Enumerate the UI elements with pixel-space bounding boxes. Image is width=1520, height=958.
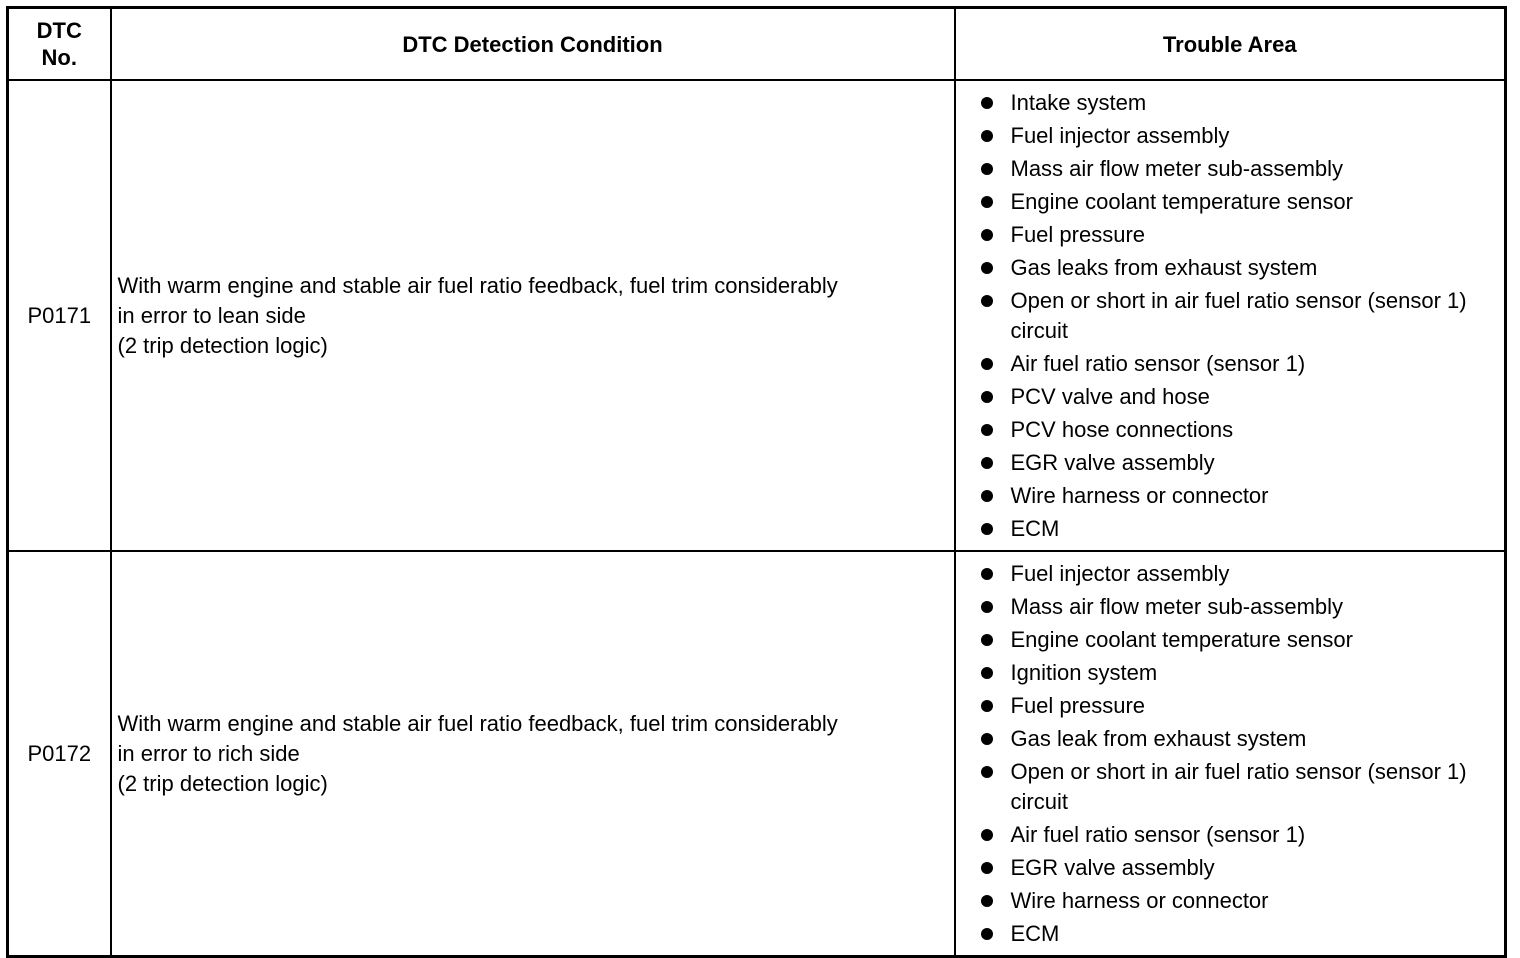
- list-item: [956, 852, 1501, 885]
- list-item: [956, 447, 1501, 480]
- list-item: [956, 219, 1501, 252]
- trouble-area-list: [956, 552, 1505, 955]
- list-item: [956, 591, 1501, 624]
- trouble-area-text: Engine coolant temperature sensor: [1010, 189, 1353, 214]
- bullet-icon: [981, 490, 993, 502]
- trouble-area-text: Wire harness or connector: [1010, 483, 1269, 508]
- list-item: [956, 120, 1501, 153]
- trouble-area-text: EGR valve assembly: [1010, 450, 1215, 475]
- bullet-icon: [981, 895, 993, 907]
- trouble-area-text: PCV valve and hose: [1010, 384, 1210, 409]
- condition-line: With warm engine and stable air fuel ratio feedback, fuel trim considerably: [117, 710, 838, 736]
- list-item: [956, 624, 1501, 657]
- list-item: [956, 657, 1501, 690]
- dtc-table: [6, 6, 1507, 958]
- condition-line: in error to lean side: [117, 302, 306, 328]
- detection-condition-cell: [111, 551, 955, 957]
- list-item: [956, 87, 1501, 120]
- bullet-icon: [981, 928, 993, 940]
- bullet-icon: [981, 766, 993, 778]
- trouble-area-text: EGR valve assembly: [1010, 855, 1215, 880]
- bullet-icon: [981, 295, 993, 307]
- condition-line: in error to rich side: [117, 740, 300, 766]
- trouble-area-text: Mass air flow meter sub-assembly: [1010, 156, 1344, 181]
- trouble-area-text: Intake system: [1010, 90, 1147, 115]
- bullet-icon: [981, 391, 993, 403]
- condition-line: (2 trip detection logic): [117, 332, 328, 358]
- list-item: [956, 756, 1501, 819]
- list-item: [956, 186, 1501, 219]
- trouble-area-list: [956, 81, 1505, 550]
- bullet-icon: [981, 733, 993, 745]
- bullet-icon: [981, 634, 993, 646]
- trouble-area-text: Fuel injector assembly: [1010, 561, 1230, 586]
- list-item: [956, 414, 1501, 447]
- trouble-area-text: Mass air flow meter sub-assembly: [1010, 594, 1344, 619]
- bullet-icon: [981, 601, 993, 613]
- list-item: [956, 153, 1501, 186]
- header-row: [8, 8, 1506, 81]
- table-row: [8, 551, 1506, 957]
- bullet-icon: [981, 700, 993, 712]
- list-item: [956, 285, 1501, 348]
- list-item: [956, 480, 1501, 513]
- bullet-icon: [981, 862, 993, 874]
- trouble-area-text: Ignition system: [1010, 660, 1158, 685]
- trouble-area-text: Fuel pressure: [1010, 222, 1146, 247]
- bullet-icon: [981, 667, 993, 679]
- condition-line: With warm engine and stable air fuel ratio feedback, fuel trim considerably: [117, 272, 838, 298]
- list-item: [956, 252, 1501, 285]
- trouble-area-text: Open or short in air fuel ratio sensor (sensor 1) circuit: [1010, 759, 1467, 814]
- list-item: [956, 723, 1501, 756]
- list-item: [956, 348, 1501, 381]
- header-dtc-no: [8, 8, 111, 81]
- detection-condition-cell: [111, 80, 955, 551]
- bullet-icon: [981, 457, 993, 469]
- bullet-icon: [981, 424, 993, 436]
- trouble-area-text: Fuel pressure: [1010, 693, 1146, 718]
- trouble-area-cell: [955, 551, 1506, 957]
- trouble-area-text: Open or short in air fuel ratio sensor (sensor 1) circuit: [1010, 288, 1467, 343]
- header-dtc-no-line2: No.: [41, 45, 77, 70]
- trouble-area-text: Gas leak from exhaust system: [1010, 726, 1307, 751]
- trouble-area-text: ECM: [1010, 921, 1060, 946]
- list-item: [956, 513, 1501, 546]
- condition-line: (2 trip detection logic): [117, 770, 328, 796]
- list-item: [956, 918, 1501, 951]
- bullet-icon: [981, 262, 993, 274]
- header-dtc-no-line1: DTC: [36, 18, 82, 43]
- list-item: [956, 558, 1501, 591]
- trouble-area-cell: [955, 80, 1506, 551]
- trouble-area-text: Wire harness or connector: [1010, 888, 1269, 913]
- dtc-code-cell: P0172: [8, 551, 111, 957]
- list-item: [956, 381, 1501, 414]
- dtc-code-cell: P0171: [8, 80, 111, 551]
- trouble-area-text: Gas leaks from exhaust system: [1010, 255, 1318, 280]
- trouble-area-text: Air fuel ratio sensor (sensor 1): [1010, 351, 1306, 376]
- trouble-area-text: ECM: [1010, 516, 1060, 541]
- table-header: [8, 8, 1506, 81]
- bullet-icon: [981, 829, 993, 841]
- trouble-area-text: Engine coolant temperature sensor: [1010, 627, 1353, 652]
- header-trouble-area: Trouble Area: [955, 8, 1506, 81]
- bullet-icon: [981, 358, 993, 370]
- header-condition: DTC Detection Condition: [111, 8, 955, 81]
- trouble-area-text: Air fuel ratio sensor (sensor 1): [1010, 822, 1306, 847]
- bullet-icon: [981, 568, 993, 580]
- trouble-area-text: Fuel injector assembly: [1010, 123, 1230, 148]
- bullet-icon: [981, 130, 993, 142]
- bullet-icon: [981, 523, 993, 535]
- table-row: [8, 80, 1506, 551]
- bullet-icon: [981, 163, 993, 175]
- bullet-icon: [981, 196, 993, 208]
- list-item: [956, 690, 1501, 723]
- trouble-area-text: PCV hose connections: [1010, 417, 1234, 442]
- bullet-icon: [981, 229, 993, 241]
- list-item: [956, 819, 1501, 852]
- bullet-icon: [981, 97, 993, 109]
- list-item: [956, 885, 1501, 918]
